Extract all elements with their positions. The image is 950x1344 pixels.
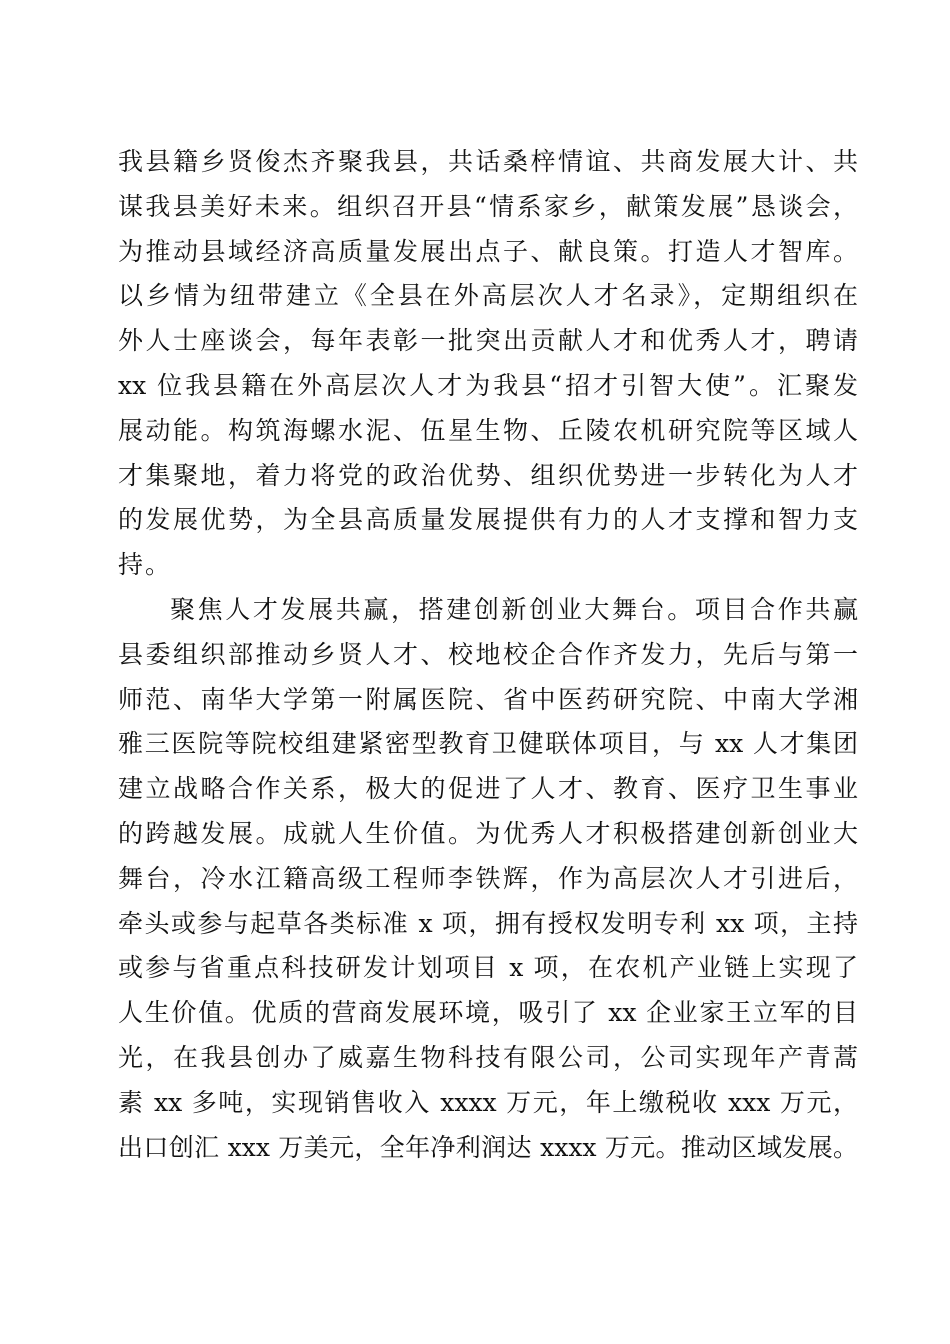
p2-line-12: 素 xx 多吨，实现销售收入 xxxx 万元，年上缴税收 xxx 万元， xyxy=(118,1087,858,1117)
p1-line-7: 展动能。构筑海螺水泥、伍星生物、丘陵农机研究院等区域人 xyxy=(118,415,858,445)
p1-line-1: 我县籍乡贤俊杰齐聚我县，共话桑梓情谊、共商发展大计、共 xyxy=(118,147,858,176)
p2-line-8: 牵头或参与起草各类标准 x 项，拥有授权发明专利 xx 项，主持 xyxy=(118,908,858,938)
p1-line-5: 外人士座谈会，每年表彰一批突出贡献人才和优秀人才，聘请 xyxy=(118,326,858,356)
p2-line-13: 出口创汇 xxx 万美元，全年净利润达 xxxx 万元。推动区域发展。 xyxy=(118,1132,858,1162)
p2-line-2: 县委组织部推动乡贤人才、校地校企合作齐发力，先后与第一 xyxy=(118,639,858,669)
p2-line-3: 师范、南华大学第一附属医院、省中医药研究院、中南大学湘 xyxy=(118,684,858,714)
p1-line-9: 的发展优势，为全县高质量发展提供有力的人才支撑和智力支 xyxy=(118,505,858,535)
p2-line-11: 光，在我县创办了威嘉生物科技有限公司，公司实现年产青蒿 xyxy=(118,1042,858,1072)
p2-line-1: 聚焦人才发展共赢，搭建创新创业大舞台。项目合作共赢 xyxy=(170,594,858,624)
p2-line-6: 的跨越发展。成就人生价值。为优秀人才积极搭建创新创业大 xyxy=(118,818,858,848)
p1-line-8: 才集聚地，着力将党的政治优势、组织优势进一步转化为人才 xyxy=(118,460,858,490)
document-body xyxy=(118,140,858,1170)
p1-line-4: 以乡情为纽带建立《全县在外高层次人才名录》，定期组织在 xyxy=(118,281,858,311)
p1-line-10: 持。 xyxy=(118,550,173,580)
p1-line-6: xx 位我县籍在外高层次人才为我县“招才引智大使”。汇聚发 xyxy=(118,370,858,400)
p1-line-2: 谋我县美好未来。组织召开县“情系家乡，献策发展”恳谈会， xyxy=(118,191,858,221)
p2-line-9: 或参与省重点科技研发计划项目 x 项，在农机产业链上实现了 xyxy=(118,953,858,983)
p1-line-3: 为推动县域经济高质量发展出点子、献良策。打造人才智库。 xyxy=(118,236,858,266)
p2-line-4: 雅三医院等院校组建紧密型教育卫健联体项目，与 xx 人才集团 xyxy=(118,729,858,759)
p2-line-10: 人生价值。优质的营商发展环境，吸引了 xx 企业家王立军的目 xyxy=(118,998,858,1028)
p2-line-7: 舞台，冷水江籍高级工程师李铁辉，作为高层次人才引进后， xyxy=(118,863,858,893)
p2-line-5: 建立战略合作关系，极大的促进了人才、教育、医疗卫生事业 xyxy=(118,774,858,804)
